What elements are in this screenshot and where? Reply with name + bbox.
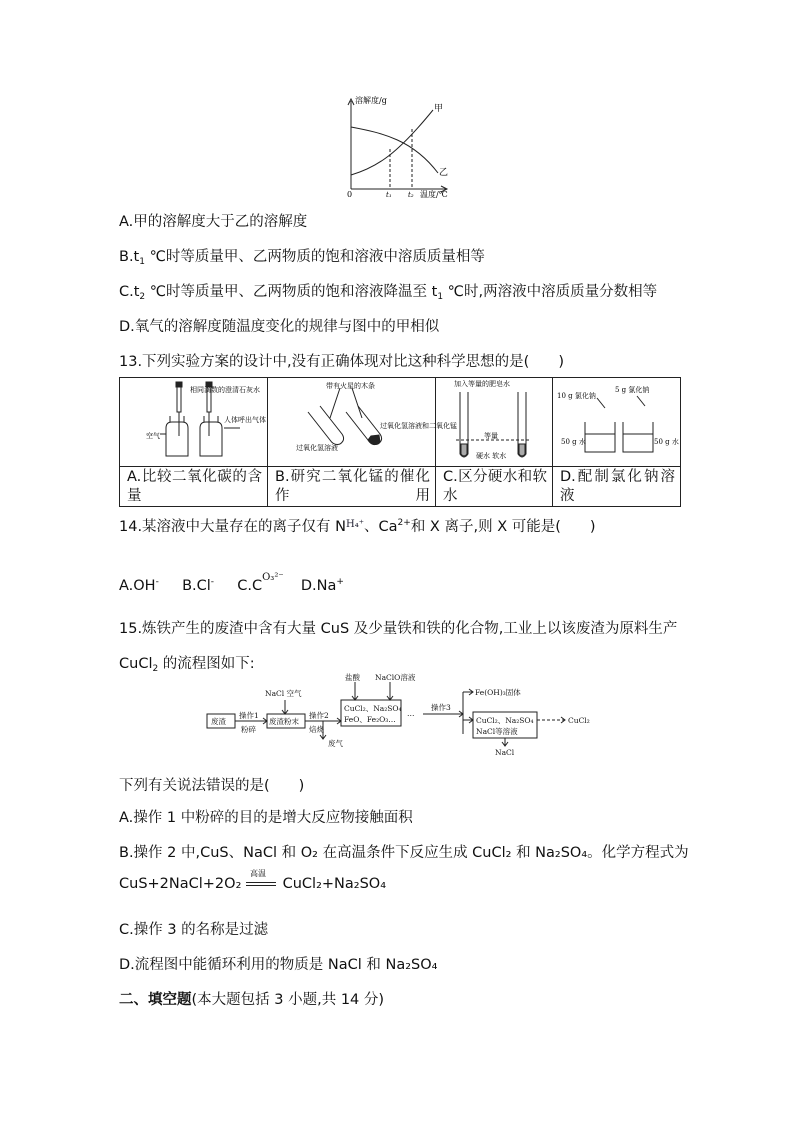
series-乙-curve	[351, 127, 438, 173]
y-axis-label: 溶解度/g	[355, 96, 387, 105]
flow-op2: 操作2	[309, 711, 329, 720]
flow-box4a: CuCl₂、Na₂SO₄	[476, 716, 534, 725]
flow-op2b: 焙烧	[309, 725, 324, 734]
flow-in3b: NaClO溶液	[375, 673, 416, 682]
q12-b-pre: B.t	[119, 249, 140, 265]
fig-b-right-label: 过氧化氢溶液和二氧化锰	[380, 422, 457, 430]
figure-a-apparatus	[120, 378, 266, 462]
q15-stem2-post: 的流程图如下:	[158, 656, 255, 672]
q14-stem-post: 和 X 离子,则 X 可能是( )	[410, 519, 596, 535]
q14-stem-pre: 14.某溶液中大量存在的离子仅有 N	[119, 519, 347, 535]
q14-opt-d-sup: +	[336, 577, 344, 587]
fig-c-top-label: 加入等量的肥皂水	[454, 380, 510, 388]
q12-c-pre: C.t	[119, 284, 140, 300]
q15-b2-arrow	[246, 869, 278, 891]
q14-stem-mid: 、Ca	[364, 519, 398, 535]
flow-box3b: FeO、Fe₂O₃…	[344, 715, 396, 724]
q13-stem: 13.下列实验方案的设计中,没有正确体现对比这种科学思想的是( )	[119, 354, 564, 370]
section2-heading	[119, 988, 384, 1009]
figure-b-apparatus	[268, 378, 457, 462]
section2-title: 二、填空题	[119, 992, 192, 1008]
q15-option-b-line2	[119, 869, 387, 892]
q15-stem2-sub: 2	[152, 664, 159, 674]
fig-d-label1: 10 g 氯化钠	[557, 392, 596, 400]
origin-label: 0	[347, 190, 353, 199]
q12-option-a	[119, 210, 307, 231]
q13-figure-b	[268, 378, 457, 467]
q12-option-d	[119, 315, 439, 336]
fig-d-label3: 50 g 水	[561, 438, 586, 446]
q14-opt-d: D.Na	[300, 578, 337, 594]
flow-dots: …	[407, 709, 415, 718]
flow-op1b: 粉碎	[241, 725, 256, 734]
q15-stem-line1: 15.炼铁产生的废渣中含有大量 CuS 及少量铁和铁的化合物,工业上以该废渣为原料生产	[119, 621, 678, 637]
q15-option-a: A.操作 1 中粉碎的目的是增大反应物接触面积	[119, 810, 413, 826]
x-axis-label: 温度/℃	[420, 190, 448, 199]
fig-a-right-label: 人体呼出气体	[224, 416, 266, 424]
tick-t1: t₁	[386, 191, 392, 199]
fig-a-dropper-label: 相同滴数的澄清石灰水	[190, 386, 260, 394]
tick-t2: t₂	[408, 191, 414, 199]
fig-d-label2: 5 g 氯化钠	[615, 386, 650, 394]
q15-flowchart	[205, 673, 600, 757]
fig-b-left-label: 过氧化氢溶液	[296, 444, 338, 452]
q14-opt-a-sup: -	[155, 577, 159, 587]
flow-op1: 操作1	[239, 711, 259, 720]
q15-option-d: D.流程图中能循环利用的物质是 NaCl 和 Na₂SO₄	[119, 957, 438, 973]
flow-op3: 操作3	[431, 703, 451, 712]
figure-d-apparatus	[553, 378, 679, 462]
q14-ion-nh4: H₄⁺	[346, 519, 365, 530]
q13-figure-d	[553, 378, 681, 467]
q12-option-a-text: A.甲的溶解度大于乙的溶解度	[119, 214, 308, 230]
section2-note: (本大题包括 3 小题,共 14 分)	[191, 992, 385, 1008]
q15-option-c: C.操作 3 的名称是过滤	[119, 922, 269, 938]
series-label-甲: 甲	[434, 104, 444, 114]
fig-d-label4: 50 g 水	[654, 438, 679, 446]
q13-figure-c	[436, 378, 553, 467]
q12-c-sub2: 1	[437, 292, 444, 302]
q13-caption-c: C.区分硬水和软水	[436, 467, 553, 507]
flow-final: CuCl₂	[568, 716, 590, 725]
q14-opt-a: A.OH	[119, 578, 156, 594]
q14-options	[119, 572, 344, 594]
fig-b-top-label: 带有火星的木条	[326, 382, 375, 390]
flow-box1: 废渣	[211, 717, 226, 726]
q13-caption-a: A.比较二氧化碳的含量	[120, 467, 268, 507]
solubility-chart	[338, 95, 458, 200]
q15-option-b-line1: B.操作 2 中,CuS、NaCl 和 O₂ 在高温条件下反应生成 CuCl₂ 和 Na₂SO₄。化学方程式为	[119, 845, 689, 861]
flow-out4: NaCl	[495, 748, 515, 757]
flow-box3a: CuCl₂、Na₂SO₄	[344, 704, 402, 713]
q12-b-post: ℃时等质量甲、乙两物质的饱和溶液中溶质质量相等	[144, 249, 485, 265]
flow-box2: 废渣粉末	[269, 717, 299, 726]
q14-stem	[119, 515, 596, 536]
q14-opt-b: B.Cl	[182, 578, 211, 594]
fig-c-mid-label: 等量	[484, 432, 498, 440]
q15-b2-lhs: CuS+2NaCl+2O₂	[119, 876, 242, 892]
series-label-乙: 乙	[439, 168, 449, 178]
q12-c-sub: 2	[139, 292, 146, 302]
q15-b2-cond: 高温	[250, 869, 266, 878]
q14-opt-b-sup: -	[210, 577, 215, 587]
figure-c-apparatus	[436, 378, 551, 462]
q14-opt-c: C.C	[237, 578, 263, 594]
q13-figure-a	[120, 378, 268, 467]
series-甲-curve	[351, 110, 433, 175]
q12-c-mid: ℃时等质量甲、乙两物质的饱和溶液降温至 t	[145, 284, 438, 300]
fig-a-left-label: 空气	[146, 432, 160, 440]
q15-stem-line2	[119, 652, 255, 674]
q12-option-b	[119, 245, 485, 267]
flow-out3: Fe(OH)₃固体	[475, 688, 521, 697]
fig-c-bottom-label: 硬水 软水	[476, 452, 507, 460]
q13-caption-d: D.配制氯化钠溶液	[553, 467, 681, 507]
q13-caption-b: B.研究二氧化锰的催化作用	[268, 467, 436, 507]
q15-stem2-pre: CuCl	[119, 656, 153, 672]
q14-opt-c-ion: O₃²⁻	[262, 572, 284, 583]
flow-out2: 废气	[328, 739, 343, 748]
flow-in2: NaCl 空气	[265, 689, 302, 698]
flow-box4b: NaCl等溶液	[476, 727, 518, 736]
q15-prompt: 下列有关说法错误的是( )	[119, 778, 305, 794]
q14-stem-sup: 2+	[397, 518, 411, 528]
flow-in3a: 盐酸	[345, 673, 360, 682]
q12-option-c	[119, 280, 657, 302]
q12-c-post: ℃时,两溶液中溶质质量分数相等	[443, 284, 658, 300]
q12-option-d-text: D.氧气的溶解度随温度变化的规律与图中的甲相似	[119, 319, 440, 335]
q13-table	[119, 377, 681, 507]
q15-b2-rhs: CuCl₂+Na₂SO₄	[282, 876, 387, 892]
q12-b-sub: 1	[139, 257, 145, 267]
